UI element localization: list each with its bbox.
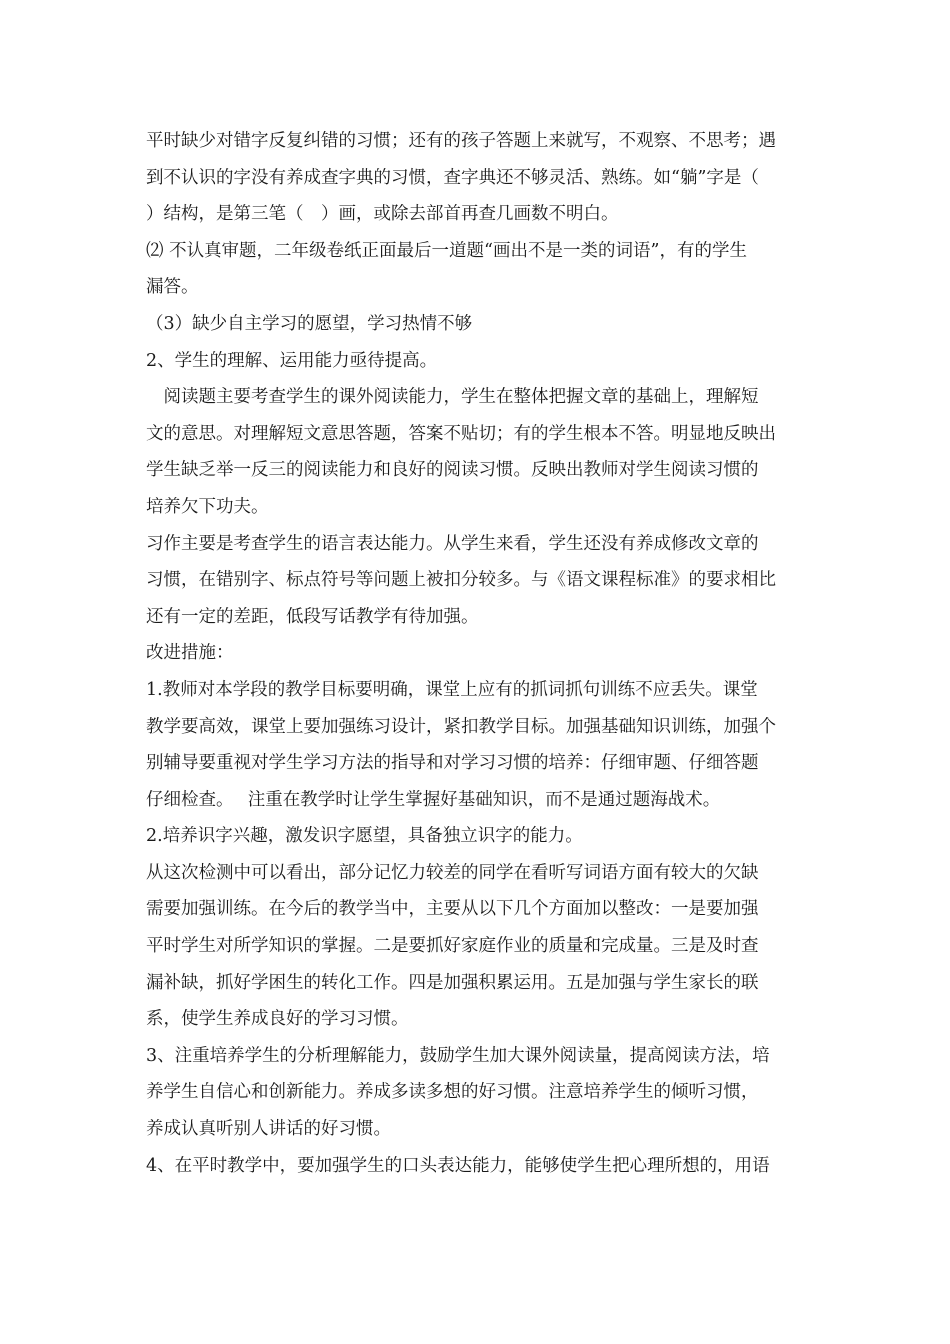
text-line: ⑵ 不认真审题，二年级卷纸正面最后一道题“画出不是一类的词语”，有的学生 xyxy=(146,240,747,261)
text-line: 养成认真听别人讲话的好习惯。 xyxy=(146,1119,391,1140)
section-heading: 2、学生的理解、运用能力亟待提高。 xyxy=(146,350,438,371)
text-line: 别辅导要重视对学生学习方法的指导和对学习习惯的培养：仔细审题、仔细答题 xyxy=(146,753,759,774)
text-line: 习作主要是考查学生的语言表达能力。从学生来看，学生还没有养成修改文章的 xyxy=(146,533,759,554)
subheading: （3）缺少自主学习的愿望，学习热情不够 xyxy=(146,313,473,334)
text-line: 仔细检查。 注重在教学时让学生掌握好基础知识，而不是通过题海战术。 xyxy=(146,789,721,810)
document-body xyxy=(146,123,816,1184)
text-line: 2.培养识字兴趣，激发识字愿望，具备独立识字的能力。 xyxy=(146,826,583,847)
text-line: 习惯，在错别字、标点符号等问题上被扣分较多。与《语文课程标准》的要求相比 xyxy=(146,570,776,591)
text-line: 平时缺少对错字反复纠错的习惯；还有的孩子答题上来就写，不观察、不思考；遇 xyxy=(146,131,776,151)
text-line: 漏答。 xyxy=(146,277,199,298)
text-line: 养学生自信心和创新能力。养成多读多想的好习惯。注意培养学生的倾听习惯， xyxy=(146,1082,759,1103)
text-line: ）结构，是第三笔（ ）画，或除去部首再查几画数不明白。 xyxy=(146,204,619,225)
text-line: 到不认识的字没有养成查字典的习惯，查字典还不够灵活、熟练。如“躺”字是（ xyxy=(146,167,759,188)
text-line: 3、注重培养学生的分析理解能力，鼓励学生加大课外阅读量，提高阅读方法，培 xyxy=(146,1045,770,1066)
text-line: 学生缺乏举一反三的阅读能力和良好的阅读习惯。反映出教师对学生阅读习惯的 xyxy=(146,460,759,481)
text-line: 4、在平时教学中，要加强学生的口头表达能力，能够使学生把心理所想的，用语 xyxy=(146,1155,770,1176)
text-line: 系，使学生养成良好的学习习惯。 xyxy=(146,1009,409,1030)
section-heading: 改进措施： xyxy=(146,643,234,664)
text-line: 还有一定的差距，低段写话教学有待加强。 xyxy=(146,606,479,627)
text-line: 平时学生对所学知识的掌握。二是要抓好家庭作业的质量和完成量。三是及时查 xyxy=(146,936,759,957)
text-line: 教学要高效，课堂上要加强练习设计，紧扣教学目标。加强基础知识训练，加强个 xyxy=(146,716,776,737)
text-line: 从这次检测中可以看出，部分记忆力较差的同学在看听写词语方面有较大的欠缺 xyxy=(146,862,759,883)
text-line: 文的意思。对理解短文意思答题，答案不贴切；有的学生根本不答。明显地反映出 xyxy=(146,423,776,444)
text-line: 培养欠下功夫。 xyxy=(146,496,269,517)
text-line: 漏补缺，抓好学困生的转化工作。四是加强积累运用。五是加强与学生家长的联 xyxy=(146,972,759,993)
text-line: 1.教师对本学段的教学目标要明确，课堂上应有的抓词抓句训练不应丢失。课堂 xyxy=(146,679,758,700)
text-line: 阅读题主要考查学生的课外阅读能力，学生在整体把握文章的基础上，理解短 xyxy=(146,387,759,408)
text-line: 需要加强训练。在今后的教学当中，主要从以下几个方面加以整改：一是要加强 xyxy=(146,899,759,920)
